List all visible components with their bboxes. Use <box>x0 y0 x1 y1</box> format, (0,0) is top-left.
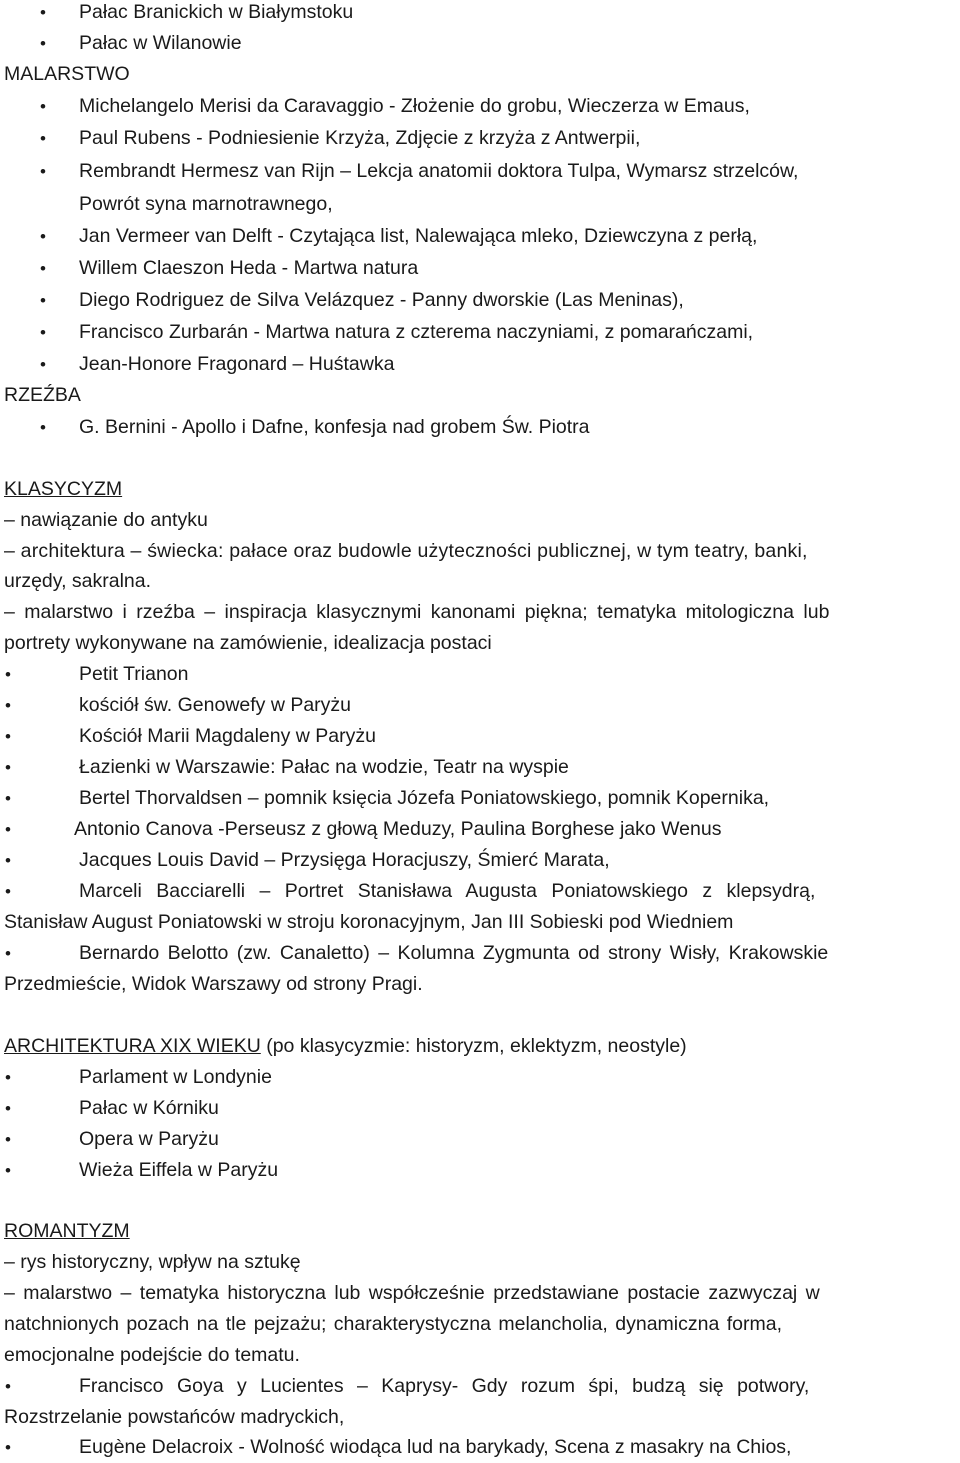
heading-line <box>4 1031 687 1062</box>
list-item-text: Bertel Thorvaldsen – pomnik księcia Józefa Poniatowskiego, pomnik Kopernika, <box>79 787 770 809</box>
list-item <box>0 876 960 907</box>
bullet: • <box>5 665 11 684</box>
list-item-text: Willem Claeszon Heda - Martwa natura <box>79 257 419 279</box>
list-item <box>0 690 960 721</box>
bullet: • <box>5 789 11 808</box>
paragraph-line <box>0 628 960 659</box>
list-item-text: Powrót syna marnotrawnego, <box>79 193 333 215</box>
list-item-text: Stanisław August Poniatowski w stroju koronacyjnym, Jan III Sobieski pod Wiedniem <box>4 911 734 933</box>
list-item <box>0 156 960 187</box>
list-item <box>0 721 960 752</box>
paragraph-text: urzędy, sakralna. <box>4 570 152 592</box>
heading-text: MALARSTWO <box>4 63 130 85</box>
paragraph-line <box>0 505 960 536</box>
paragraph-text: emocjonalne podejście do tematu. <box>4 1344 300 1366</box>
paragraph-line <box>0 536 960 567</box>
paragraph-line <box>0 1247 960 1278</box>
bullet: • <box>5 1438 11 1457</box>
list-item <box>0 659 960 690</box>
bullet: • <box>40 97 46 116</box>
bullet: • <box>5 1130 11 1149</box>
list-item-text: G. Bernini - Apollo i Dafne, konfesja nad grobem Św. Piotra <box>79 416 590 438</box>
list-item-text: Antonio Canova -Perseusz z głową Meduzy, Paulina Borghese jako Wenus <box>74 818 722 840</box>
list-item-text: Rozstrzelanie powstańców madryckich, <box>4 1406 345 1428</box>
list-item-text: Paul Rubens - Podniesienie Krzyża, Zdjęcie z krzyża z Antwerpii, <box>79 127 641 149</box>
list-item <box>0 845 960 876</box>
list-item <box>0 938 960 969</box>
list-item-text: Łazienki w Warszawie: Pałac na wodzie, Teatr na wyspie <box>79 756 569 778</box>
list-item <box>0 285 960 316</box>
list-item-text: Parlament w Londynie <box>79 1066 272 1088</box>
list-item-text: Jacques Louis David – Przysięga Horacjuszy, Śmierć Marata, <box>79 849 610 871</box>
list-item <box>0 1155 960 1186</box>
list-item-text: Diego Rodriguez de Silva Velázquez - Panny dworskie (Las Meninas), <box>79 289 684 311</box>
bullet: • <box>5 882 11 901</box>
list-item-text: Pałac w Wilanowie <box>79 32 242 54</box>
list-item-text: Pałac w Kórniku <box>79 1097 219 1119</box>
list-item-text: Marceli Bacciarelli – Portret Stanisława Augusta Poniatowskiego z klepsydrą, <box>79 880 816 902</box>
paragraph-line <box>0 1278 960 1309</box>
paragraph-text: portrety wykonywane na zamówienie, idealizacja postaci <box>4 632 492 654</box>
section-heading-sculpture <box>0 380 960 411</box>
bullet: • <box>5 944 11 963</box>
bullet: • <box>5 758 11 777</box>
list-item <box>0 1432 960 1463</box>
list-item-text: Francisco Zurbarán - Martwa natura z czterema naczyniami, z pomarańczami, <box>79 321 754 343</box>
list-item <box>0 1371 960 1402</box>
list-item <box>0 0 960 28</box>
list-item-text: Pałac Branickich w Białymstoku <box>79 1 354 23</box>
bullet: • <box>5 1099 11 1118</box>
list-item-text: Eugène Delacroix - Wolność wiodąca lud na barykady, Scena z masakry na Chios, <box>79 1436 792 1458</box>
paragraph-line <box>0 566 960 597</box>
bullet: • <box>40 323 46 342</box>
list-item <box>0 1093 960 1124</box>
paragraph-line <box>0 1309 960 1340</box>
bullet: • <box>40 355 46 374</box>
list-item <box>0 123 960 154</box>
paragraph-line <box>0 1340 960 1371</box>
bullet: • <box>5 1377 11 1396</box>
bullet: • <box>40 291 46 310</box>
list-item-text: Jan Vermeer van Delft - Czytająca list, Nalewająca mleko, Dziewczyna z perłą, <box>79 225 758 247</box>
list-item-text: kościół św. Genowefy w Paryżu <box>79 694 352 716</box>
list-item-text: Petit Trianon <box>79 663 189 685</box>
list-item-continuation <box>0 907 960 938</box>
list-item-text: Bernardo Belotto (zw. Canaletto) – Kolumna Zygmunta od strony Wisły, Krakowskie <box>79 942 829 964</box>
bullet: • <box>5 1068 11 1087</box>
heading-text: ARCHITEKTURA XIX WIEKU <box>4 1035 261 1057</box>
heading-text: ROMANTYZM <box>4 1220 130 1242</box>
bullet: • <box>40 129 46 148</box>
list-item-continuation <box>0 1402 960 1433</box>
list-item <box>0 752 960 783</box>
bullet: • <box>40 227 46 246</box>
list-item-continuation <box>0 189 960 220</box>
list-item <box>0 221 960 252</box>
section-heading-painting <box>0 59 960 90</box>
bullet: • <box>40 259 46 278</box>
paragraph-text: – rys historyczny, wpływ na sztukę <box>4 1251 301 1273</box>
list-item-text: Kościół Marii Magdaleny w Paryżu <box>79 725 376 747</box>
list-item <box>0 253 960 284</box>
list-item <box>0 783 960 814</box>
paragraph-line <box>0 597 960 628</box>
paragraph-text: – architektura – świecka: pałace oraz budowle użyteczności publicznej, w tym teatry, banki, <box>4 540 808 562</box>
heading-note: (po klasycyzmie: historyzm, eklektyzm, neostyle) <box>260 1035 687 1057</box>
bullet: • <box>40 162 46 181</box>
bullet: • <box>5 727 11 746</box>
paragraph-text: – malarstwo i rzeźba – inspiracja klasycznymi kanonami piękna; tematyka mitologiczna lub <box>4 601 830 623</box>
list-item <box>0 814 960 845</box>
heading-text: RZEŹBA <box>4 384 81 406</box>
bullet: • <box>40 3 46 22</box>
list-item-text: Michelangelo Merisi da Caravaggio - Złożenie do grobu, Wieczerza w Emaus, <box>79 95 750 117</box>
section-heading-arch19 <box>0 1031 960 1062</box>
bullet: • <box>40 418 46 437</box>
section-heading-classicism <box>0 474 960 505</box>
list-item <box>0 91 960 122</box>
list-item <box>0 349 960 380</box>
paragraph-text: natchnionych pozach na tle pejzażu; charakterystyczna melancholia, dynamiczna forma, <box>4 1313 782 1335</box>
bullet: • <box>5 851 11 870</box>
bullet: • <box>5 1161 11 1180</box>
paragraph-text: – nawiązanie do antyku <box>4 509 208 531</box>
list-item <box>0 28 960 59</box>
bullet: • <box>5 820 11 839</box>
bullet: • <box>40 34 46 53</box>
list-item <box>0 1124 960 1155</box>
list-item <box>0 317 960 348</box>
list-item-text: Wieża Eiffela w Paryżu <box>79 1159 279 1181</box>
heading-text: KLASYCYZM <box>4 478 123 500</box>
bullet: • <box>5 696 11 715</box>
list-item-text: Francisco Goya y Lucientes – Kaprysy- Gdy rozum śpi, budzą się potwory, <box>79 1375 810 1397</box>
paragraph-text: – malarstwo – tematyka historyczna lub współcześnie przedstawiane postacie zazwyczaj w <box>4 1282 820 1304</box>
list-item-text: Rembrandt Hermesz van Rijn – Lekcja anatomii doktora Tulpa, Wymarsz strzelców, <box>79 160 799 182</box>
list-item-continuation <box>0 969 960 1000</box>
list-item <box>0 412 960 443</box>
list-item-text: Opera w Paryżu <box>79 1128 219 1150</box>
list-item-text: Jean-Honore Fragonard – Huśtawka <box>79 353 395 375</box>
section-heading-romanticism <box>0 1216 960 1247</box>
list-item-text: Przedmieście, Widok Warszawy od strony Pragi. <box>4 973 423 995</box>
list-item <box>0 1062 960 1093</box>
